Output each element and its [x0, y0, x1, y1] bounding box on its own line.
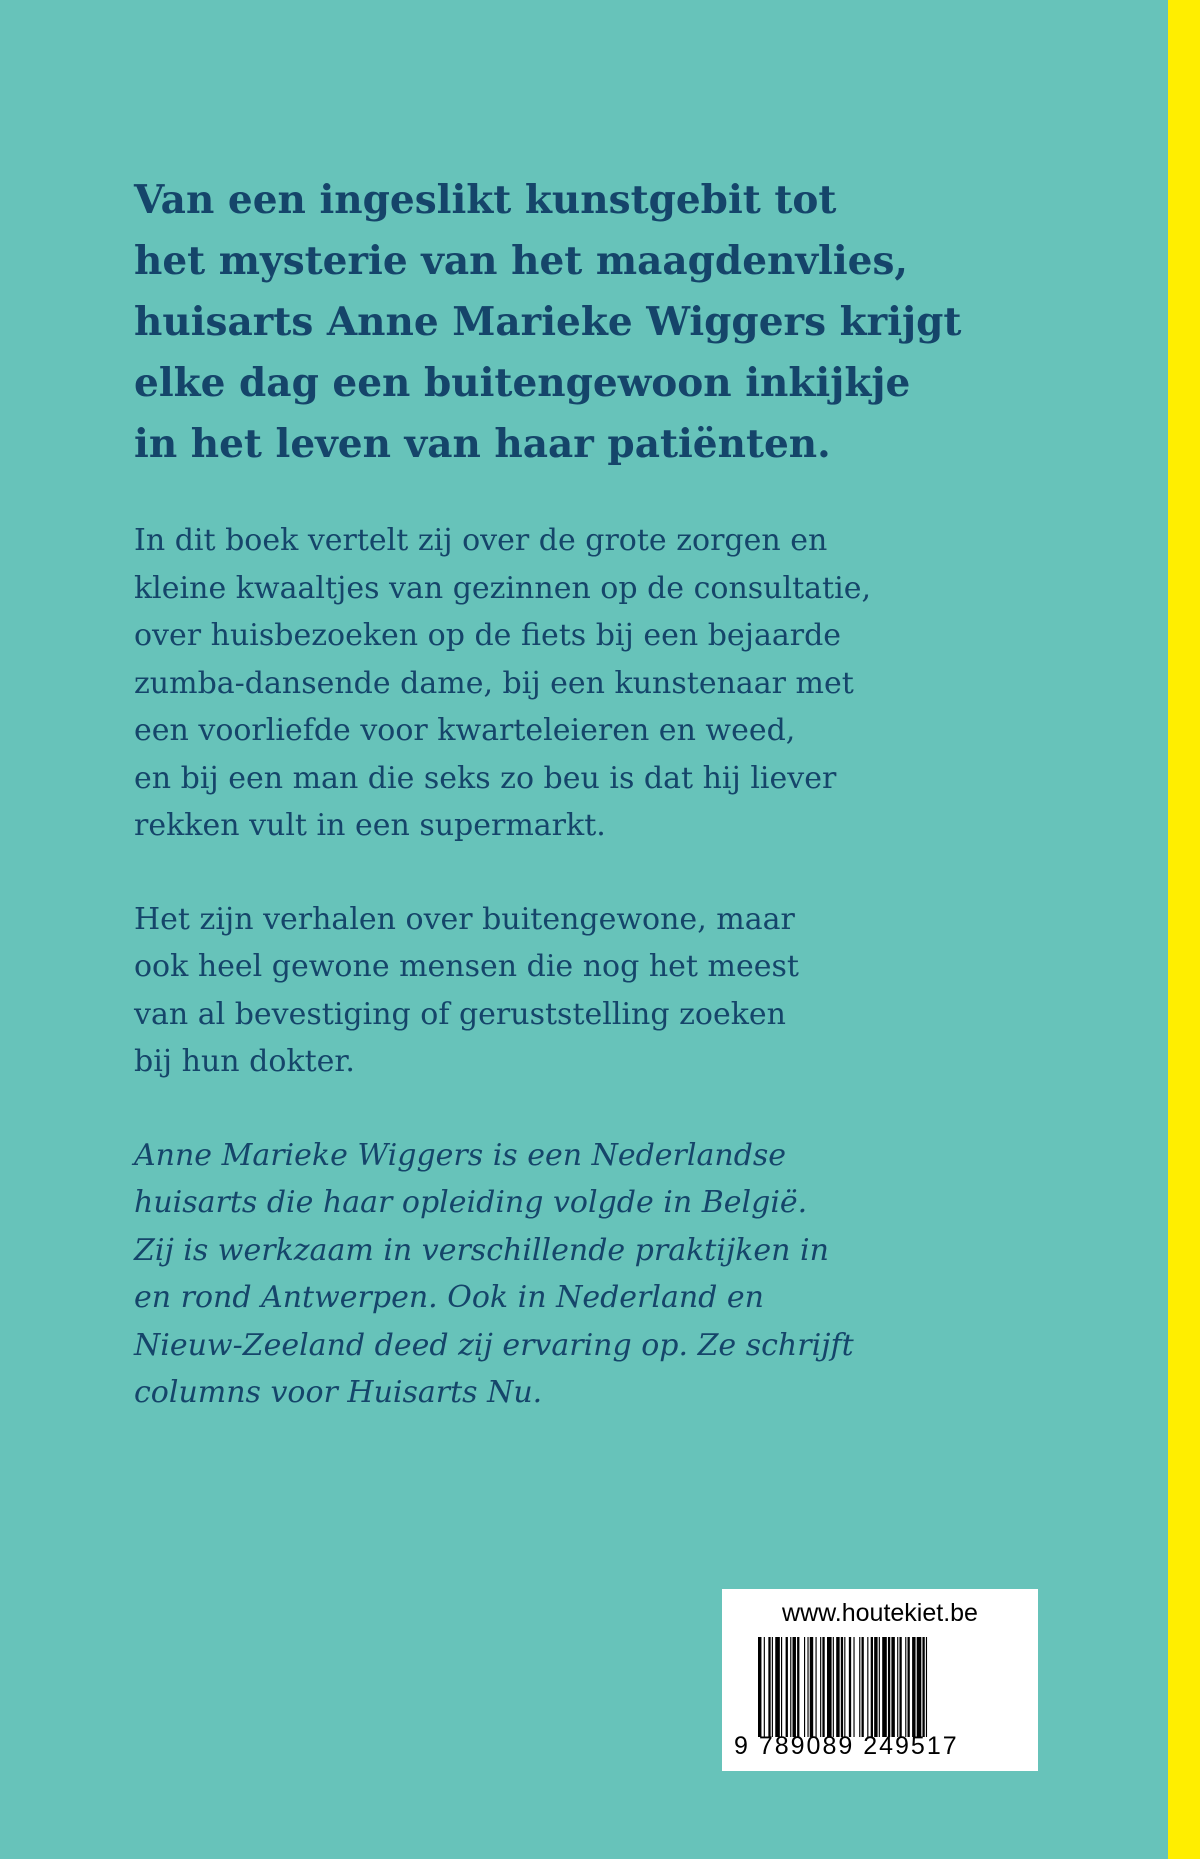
barcode-bar [844, 1637, 845, 1737]
barcode-bar [768, 1637, 770, 1737]
barcode-bar [820, 1637, 821, 1737]
paragraph-line: van al bevestiging of geruststelling zoeken [134, 996, 786, 1032]
barcode-bar [888, 1637, 890, 1737]
publisher-website: www.houtekiet.be [782, 1599, 978, 1627]
bio-line: Zij is werkzaam in verschillende praktijken in [134, 1232, 829, 1268]
spine-strip [1168, 0, 1200, 1859]
barcode-bar [917, 1637, 922, 1737]
barcode-bar [833, 1637, 834, 1737]
barcode-bar [797, 1637, 799, 1737]
paragraph-line: In dit boek vertelt zij over de grote zorgen en [134, 523, 828, 558]
paragraph-line: kleine kwaaltjes van gezinnen op de consultatie, [134, 570, 871, 606]
barcode-bar [841, 1637, 843, 1737]
barcode-bar [859, 1637, 860, 1737]
barcode-bar [882, 1637, 887, 1737]
barcode-box [722, 1589, 1038, 1771]
barcode-bar [926, 1637, 927, 1737]
barcode-bar [816, 1637, 817, 1737]
barcode-bar [772, 1637, 773, 1737]
barcode-bar [804, 1637, 805, 1737]
paragraph-line: Het zijn verhalen over buitengewone, maar [134, 901, 795, 937]
headline-line: Van een ingeslikt kunstgebit tot [134, 177, 837, 223]
barcode-bar [790, 1637, 791, 1737]
bio-line: columns voor Huisarts Nu. [134, 1375, 543, 1410]
description-paragraph-1 [134, 517, 1034, 850]
headline-line: huisarts Anne Marieke Wiggers krijgt [134, 299, 962, 345]
barcode-bar [822, 1637, 824, 1737]
barcode-bar [764, 1637, 765, 1737]
headline-line: elke dag een buitengewoon inkijkje [134, 360, 911, 406]
barcode-bar [867, 1637, 868, 1737]
barcode-bar [922, 1637, 924, 1737]
back-cover-text [134, 170, 1034, 1417]
description-paragraph-2 [134, 896, 1034, 1086]
bio-line: Anne Marieke Wiggers is een Nederlandse [134, 1137, 787, 1173]
barcode-bar [897, 1637, 898, 1737]
paragraph-line: bij hun dokter. [134, 1044, 355, 1079]
barcode-bar [891, 1637, 894, 1737]
barcode-bar [912, 1637, 915, 1737]
paragraph-line: ook heel gewone mensen die nog het meest [134, 949, 799, 984]
barcode-bar [786, 1637, 788, 1737]
barcode-bar [879, 1637, 880, 1737]
isbn-number: 9 789089 249517 [734, 1732, 959, 1760]
paragraph-line: rekken vult in een supermarkt. [134, 808, 606, 843]
barcode-bar [810, 1637, 813, 1737]
barcode-bar [871, 1637, 873, 1737]
headline-line: in het leven van haar patiënten. [134, 421, 831, 467]
headline-line: het mysterie van het maagdenvlies, [134, 238, 909, 284]
headline [134, 170, 1034, 475]
paragraph-line: een voorliefde voor kwarteleieren en weed, [134, 713, 796, 748]
barcode-bar [793, 1637, 796, 1737]
barcode-bar [775, 1637, 780, 1737]
barcode-bar [908, 1637, 910, 1737]
bio-line: Nieuw-Zeeland deed zij ervaring op. Ze schrijft [134, 1327, 854, 1363]
author-bio [134, 1132, 1034, 1417]
barcode-bar [827, 1637, 832, 1737]
barcode-bar [853, 1637, 854, 1737]
bio-line: en rond Antwerpen. Ook in Nederland en [134, 1280, 764, 1315]
barcode-bar [781, 1637, 782, 1737]
paragraph-line: zumba-dansende dame, bij een kunstenaar met [134, 665, 854, 701]
bio-line: huisarts die haar opleiding volgde in België. [134, 1185, 808, 1220]
paragraph-line: over huisbezoeken op de fiets bij een bejaarde [134, 618, 842, 653]
barcode-bar [905, 1637, 906, 1737]
barcode-bar [899, 1637, 901, 1737]
barcode-bar [874, 1637, 877, 1737]
barcode-bar [836, 1637, 839, 1737]
barcode-bar [807, 1637, 808, 1737]
barcode-bar [758, 1637, 761, 1737]
barcode-icon [758, 1637, 1012, 1737]
paragraph-line: en bij een man die seks zo beu is dat hij liever [134, 760, 837, 796]
barcode-bar [849, 1637, 851, 1737]
barcode-bar [862, 1637, 864, 1737]
